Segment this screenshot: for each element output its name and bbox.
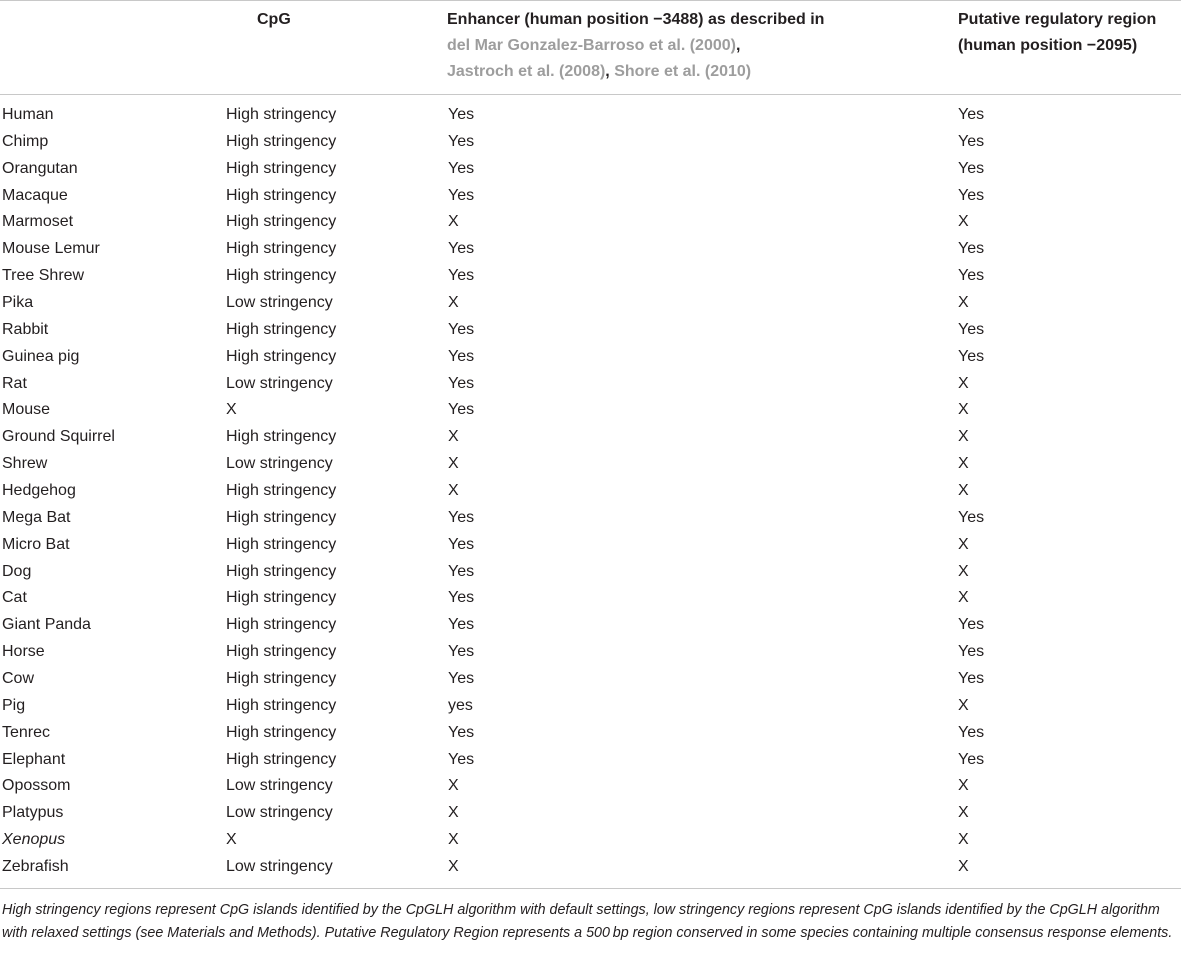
enhancer-cell: Yes (448, 643, 475, 661)
reference-link-jastroch[interactable]: Jastroch et al. (2008) (447, 63, 606, 80)
table-row (0, 800, 1181, 827)
table-row (0, 693, 1181, 720)
species-cell: Tenrec (2, 723, 51, 741)
table-row (0, 371, 1181, 398)
enhancer-cell: X (448, 777, 459, 795)
cpg-cell: X (226, 401, 237, 419)
table-bottom-rule (0, 888, 1181, 889)
table-row (0, 424, 1181, 451)
species-cell: Mega Bat (2, 508, 71, 526)
species-cell: Human (2, 106, 54, 123)
cpg-cell: Low stringency (226, 374, 333, 392)
species-cell: Opossom (2, 777, 71, 795)
putative-cell: Yes (958, 670, 985, 688)
putative-cell: X (958, 535, 969, 553)
table-row (0, 854, 1181, 881)
enhancer-cell: Yes (448, 670, 475, 688)
cpg-cell: High stringency (226, 186, 337, 204)
enhancer-cell: Yes (448, 401, 475, 419)
header-enhancer-title: Enhancer (human position −3488) as described in (447, 11, 825, 28)
putative-cell: Yes (958, 132, 985, 150)
table-row (0, 827, 1181, 854)
cpg-cell: High stringency (226, 723, 337, 741)
reference-link-gonzalez-barroso[interactable]: del Mar Gonzalez-Barroso et al. (2000) (447, 37, 736, 54)
species-cell: Tree Shrew (2, 267, 85, 285)
header-enhancer (447, 7, 927, 85)
cpg-cell: X (226, 831, 237, 849)
table-row (0, 451, 1181, 478)
enhancer-cell: X (448, 455, 459, 473)
header-rule (0, 94, 1181, 95)
putative-cell: X (958, 374, 969, 392)
table-row (0, 290, 1181, 317)
cpg-cell: High stringency (226, 616, 337, 634)
putative-cell: X (958, 696, 969, 714)
species-cell: Ground Squirrel (2, 428, 115, 446)
species-cell: Giant Panda (2, 616, 91, 634)
species-cell: Micro Bat (2, 535, 70, 553)
putative-cell: X (958, 428, 969, 446)
enhancer-cell: Yes (448, 374, 475, 392)
header-cpg: CpG (257, 11, 291, 28)
table-row (0, 639, 1181, 666)
header-putative (958, 7, 1180, 59)
species-cell: Mouse (2, 401, 51, 419)
species-cell: Rabbit (2, 320, 49, 338)
enhancer-cell: Yes (448, 320, 475, 338)
enhancer-cell: Yes (448, 750, 475, 768)
putative-cell: Yes (958, 723, 985, 741)
enhancer-cell: X (448, 428, 459, 446)
enhancer-cell: Yes (448, 132, 475, 150)
enhancer-cell: Yes (448, 616, 475, 634)
putative-cell: Yes (958, 240, 985, 258)
enhancer-cell: X (448, 858, 459, 876)
putative-cell: X (958, 858, 969, 876)
cpg-cell: High stringency (226, 159, 337, 177)
enhancer-cell: Yes (448, 562, 475, 580)
species-cell: Shrew (2, 455, 48, 473)
cpg-cell: High stringency (226, 535, 337, 553)
putative-cell: X (958, 213, 969, 231)
table-row (0, 666, 1181, 693)
table-row (0, 720, 1181, 747)
putative-cell: X (958, 482, 969, 500)
reference-link-shore[interactable]: Shore et al. (2010) (614, 63, 752, 80)
putative-cell: X (958, 777, 969, 795)
species-cell: Dog (2, 562, 32, 580)
species-cell: Chimp (2, 132, 49, 150)
putative-cell: Yes (958, 508, 985, 526)
species-cell: Pig (2, 696, 26, 714)
enhancer-cell: X (448, 804, 459, 822)
cpg-cell: High stringency (226, 482, 337, 500)
cpg-cell: Low stringency (226, 294, 333, 312)
table-row (0, 397, 1181, 424)
putative-cell: X (958, 804, 969, 822)
table-footnote: High stringency regions represent CpG islands identified by the CpGLH algorithm with default settings, low stringency regions represent CpG islands identified by the CpGLH algorithm with relaxed settings (see Materials and Methods). Putative Regulatory Region represents a 500 bp region conserved in some species containing multiple consensus response elements. (2, 902, 1173, 941)
enhancer-cell: X (448, 831, 459, 849)
enhancer-cell: yes (448, 696, 473, 714)
enhancer-cell: Yes (448, 347, 475, 365)
enhancer-cell: Yes (448, 106, 475, 123)
table-row (0, 532, 1181, 559)
cpg-cell: High stringency (226, 696, 337, 714)
species-cell: Xenopus (2, 831, 66, 849)
table-row (0, 505, 1181, 532)
putative-cell: Yes (958, 616, 985, 634)
cpg-cell: High stringency (226, 213, 337, 231)
cpg-cell: High stringency (226, 240, 337, 258)
species-cell: Hedgehog (2, 482, 76, 500)
cpg-cell: High stringency (226, 428, 337, 446)
cpg-cell: High stringency (226, 132, 337, 150)
putative-cell: Yes (958, 186, 985, 204)
cpg-cell: High stringency (226, 267, 337, 285)
enhancer-cell: Yes (448, 589, 475, 607)
cpg-cell: Low stringency (226, 777, 333, 795)
putative-cell: Yes (958, 643, 985, 661)
table-row (0, 129, 1181, 156)
table-row (0, 317, 1181, 344)
species-cell: Macaque (2, 186, 68, 204)
enhancer-cell: Yes (448, 159, 475, 177)
species-cell: Pika (2, 294, 34, 312)
table-row (0, 747, 1181, 774)
table-row (0, 344, 1181, 371)
table-row (0, 559, 1181, 586)
table-row (0, 236, 1181, 263)
enhancer-cell: Yes (448, 508, 475, 526)
cpg-cell: Low stringency (226, 804, 333, 822)
putative-cell: X (958, 562, 969, 580)
species-cell: Elephant (2, 750, 66, 768)
cpg-cell: High stringency (226, 643, 337, 661)
putative-cell: X (958, 831, 969, 849)
cpg-cell: High stringency (226, 347, 337, 365)
table-body (0, 102, 1181, 881)
species-cell: Platypus (2, 804, 64, 822)
table-row (0, 478, 1181, 505)
species-cell: Horse (2, 643, 45, 661)
enhancer-cell: X (448, 213, 459, 231)
species-cell: Cat (2, 589, 27, 607)
putative-cell: Yes (958, 106, 985, 123)
reference-separator: , (735, 37, 741, 54)
cpg-cell: High stringency (226, 320, 337, 338)
cpg-cell: High stringency (226, 589, 337, 607)
species-cell: Mouse Lemur (2, 240, 100, 258)
cpg-cell: High stringency (226, 508, 337, 526)
table-row (0, 612, 1181, 639)
table-row (0, 585, 1181, 612)
putative-cell: Yes (958, 320, 985, 338)
table-row (0, 156, 1181, 183)
table-row (0, 263, 1181, 290)
enhancer-cell: Yes (448, 240, 475, 258)
putative-cell: X (958, 294, 969, 312)
putative-cell: Yes (958, 750, 985, 768)
cpg-cell: High stringency (226, 562, 337, 580)
species-cell: Guinea pig (2, 347, 80, 365)
putative-cell: X (958, 455, 969, 473)
enhancer-cell: X (448, 482, 459, 500)
species-cell: Orangutan (2, 159, 78, 177)
species-cell: Cow (2, 670, 35, 688)
putative-cell: X (958, 401, 969, 419)
species-cell: Rat (2, 374, 27, 392)
putative-cell: Yes (958, 267, 985, 285)
cpg-cell: High stringency (226, 750, 337, 768)
enhancer-cell: X (448, 294, 459, 312)
cpg-cell: High stringency (226, 106, 337, 123)
putative-cell: Yes (958, 159, 985, 177)
enhancer-cell: Yes (448, 723, 475, 741)
table-row (0, 209, 1181, 236)
table-row (0, 102, 1181, 129)
putative-cell: Yes (958, 347, 985, 365)
reference-separator: , (605, 63, 615, 80)
cpg-cell: Low stringency (226, 858, 333, 876)
species-cell: Zebrafish (2, 858, 69, 876)
table-row (0, 773, 1181, 800)
enhancer-cell: Yes (448, 267, 475, 285)
cpg-cell: Low stringency (226, 455, 333, 473)
putative-cell: X (958, 589, 969, 607)
header-putative-title: Putative regulatory region (958, 11, 1157, 28)
table-row (0, 183, 1181, 210)
cpg-cell: High stringency (226, 670, 337, 688)
table-top-rule (0, 0, 1181, 1)
header-putative-position: (human position −2095) (958, 37, 1138, 54)
species-cell: Marmoset (2, 213, 74, 231)
enhancer-cell: Yes (448, 535, 475, 553)
enhancer-cell: Yes (448, 186, 475, 204)
